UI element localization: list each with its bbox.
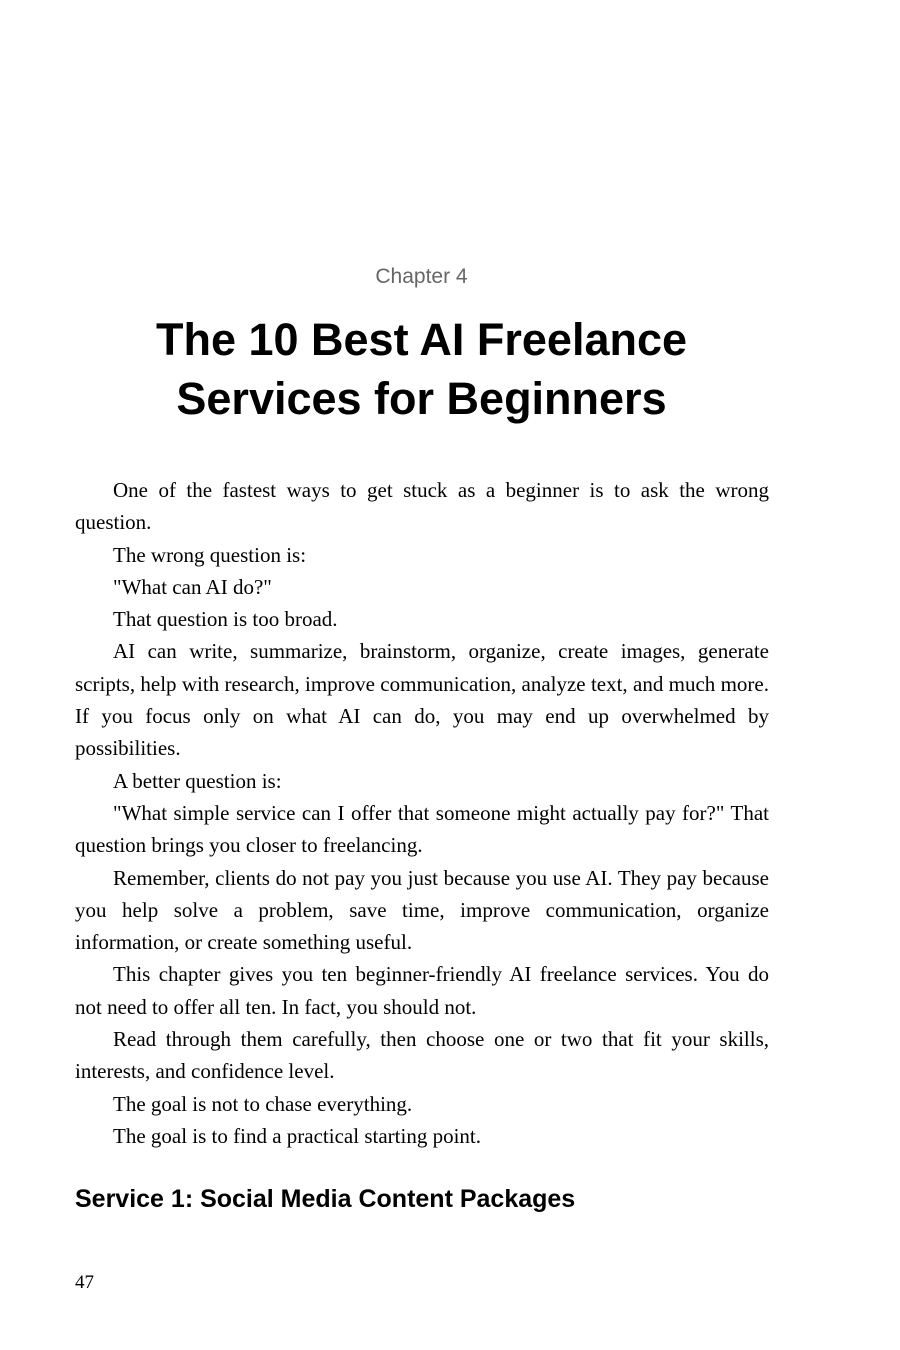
page-number: 47: [75, 1272, 94, 1293]
body-paragraph: One of the fastest ways to get stuck as a beginner is to ask the wrong question.: [75, 478, 769, 535]
body-paragraph: A better question is:: [113, 768, 282, 793]
body-paragraph: The goal is to find a practical starting point.: [113, 1123, 481, 1148]
body-paragraph: "What can AI do?": [113, 574, 272, 599]
body-paragraph: This chapter gives you ten beginner-friendly AI freelance services. You do not need to offer all ten. In fact, you should not.: [75, 962, 769, 1019]
chapter-body: [75, 474, 769, 1152]
body-paragraph: That question is too broad.: [113, 607, 338, 632]
body-paragraph: The goal is not to chase everything.: [113, 1091, 413, 1116]
body-paragraph: Remember, clients do not pay you just because you use AI. They pay because you help solve a problem, save time, improve communication, organize information, or create something useful.: [75, 865, 769, 955]
body-paragraph: "What simple service can I offer that someone might actually pay for?" That question brings you closer to freelancing.: [75, 800, 769, 858]
body-paragraph: The wrong question is:: [113, 542, 307, 567]
body-paragraph: Read through them carefully, then choose one or two that fit your skills, interests, and confidence level.: [75, 1027, 769, 1084]
chapter-label: Chapter 4: [375, 265, 468, 288]
chapter-title: [75, 310, 768, 428]
chapter-title-line-1: The 10 Best AI Freelance: [155, 314, 688, 365]
body-paragraph: AI can write, summarize, brainstorm, organize, create images, generate scripts, help with research, improve communication, analyze text, and much more. If you focus only on what AI can do, you may end up overwhelmed by possibilities.: [75, 639, 769, 761]
chapter-title-line-2: Services for Beginners: [176, 373, 667, 424]
section-heading: Service 1: Social Media Content Packages: [75, 1185, 576, 1213]
